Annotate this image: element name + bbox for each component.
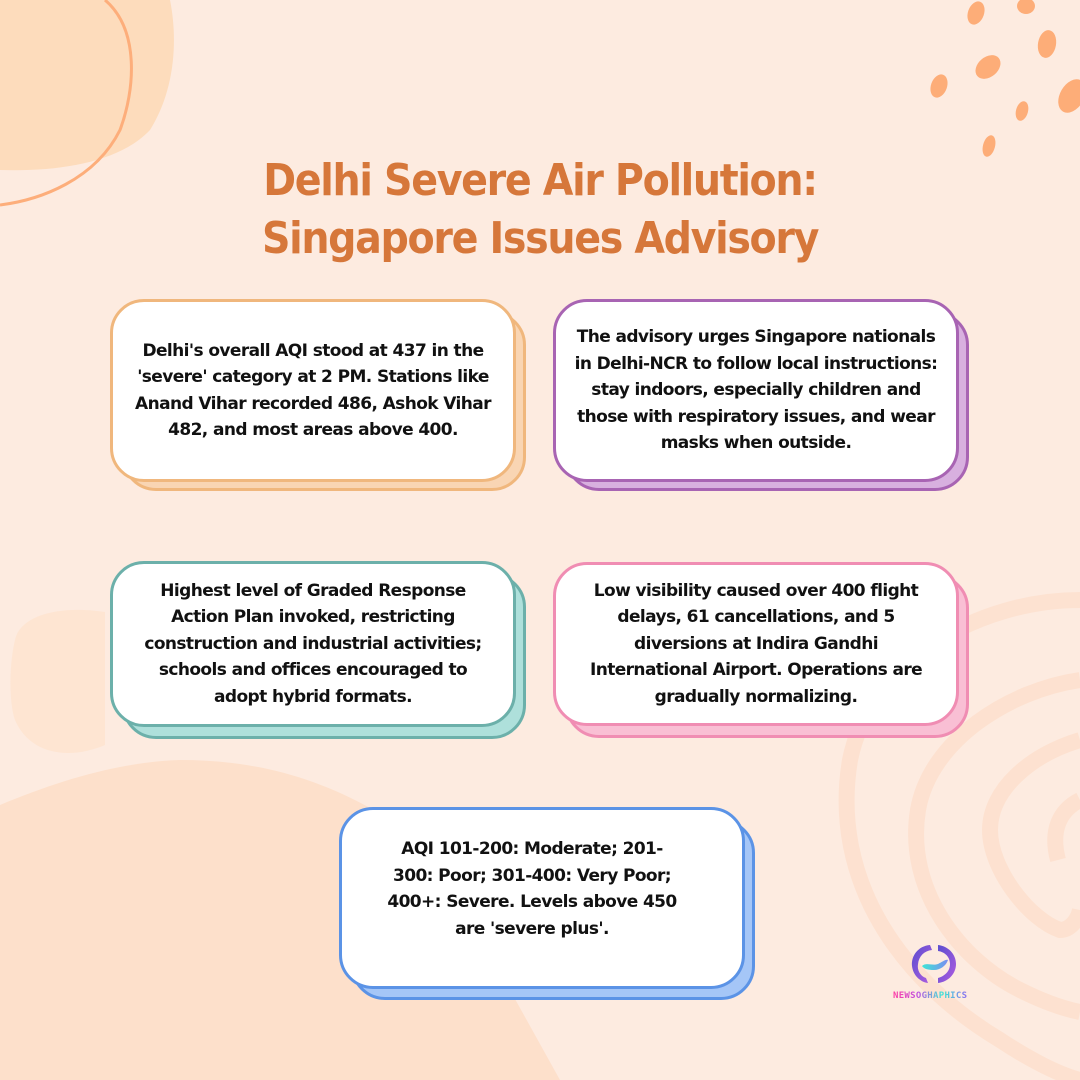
card-aqi-readings xyxy=(110,299,526,493)
card-body xyxy=(553,299,959,482)
card-body xyxy=(110,299,516,482)
card-body xyxy=(110,561,516,727)
card-text: Highest level of Graded Response Action Plan invoked, restricting construction and industrial activities; schools and offices encouraged to adopt hybrid formats. xyxy=(144,580,482,707)
card-singapore-advisory xyxy=(553,299,969,493)
brand-name xyxy=(893,991,967,1001)
page-title xyxy=(0,152,1080,268)
title-line-2: Singapore Issues Advisory xyxy=(261,213,819,264)
title-line-1: Delhi Severe Air Pollution: xyxy=(263,155,817,206)
brand-name-text: NEWSOGHAPHICS xyxy=(893,991,968,1001)
card-body xyxy=(553,562,959,726)
card-text: Delhi's overall AQI stood at 437 in the 'severe' category at 2 PM. Stations like Anand Vihar recorded 486, Ashok Vihar 482, and most areas above 400. xyxy=(135,340,491,440)
card-grap-measures xyxy=(110,561,526,739)
brand-logo xyxy=(908,942,964,991)
card-text: AQI 101-200: Moderate; 201-300: Poor; 301-400: Very Poor; 400+: Severe. Levels above 450 are 'severe plus'. xyxy=(387,839,677,939)
globe-swirl-logo-icon xyxy=(908,942,962,986)
card-body xyxy=(339,807,745,989)
card-text: The advisory urges Singapore nationals in Delhi-NCR to follow local instructions: stay indoors, especially children and those with respiratory issues, and wear masks when outside. xyxy=(574,327,938,454)
card-flight-disruptions xyxy=(553,562,969,738)
card-aqi-scale xyxy=(339,807,755,1001)
card-text: Low visibility caused over 400 flight delays, 61 cancellations, and 5 diversions at Indira Gandhi International Airport. Operations are gradually normalizing. xyxy=(589,580,923,707)
